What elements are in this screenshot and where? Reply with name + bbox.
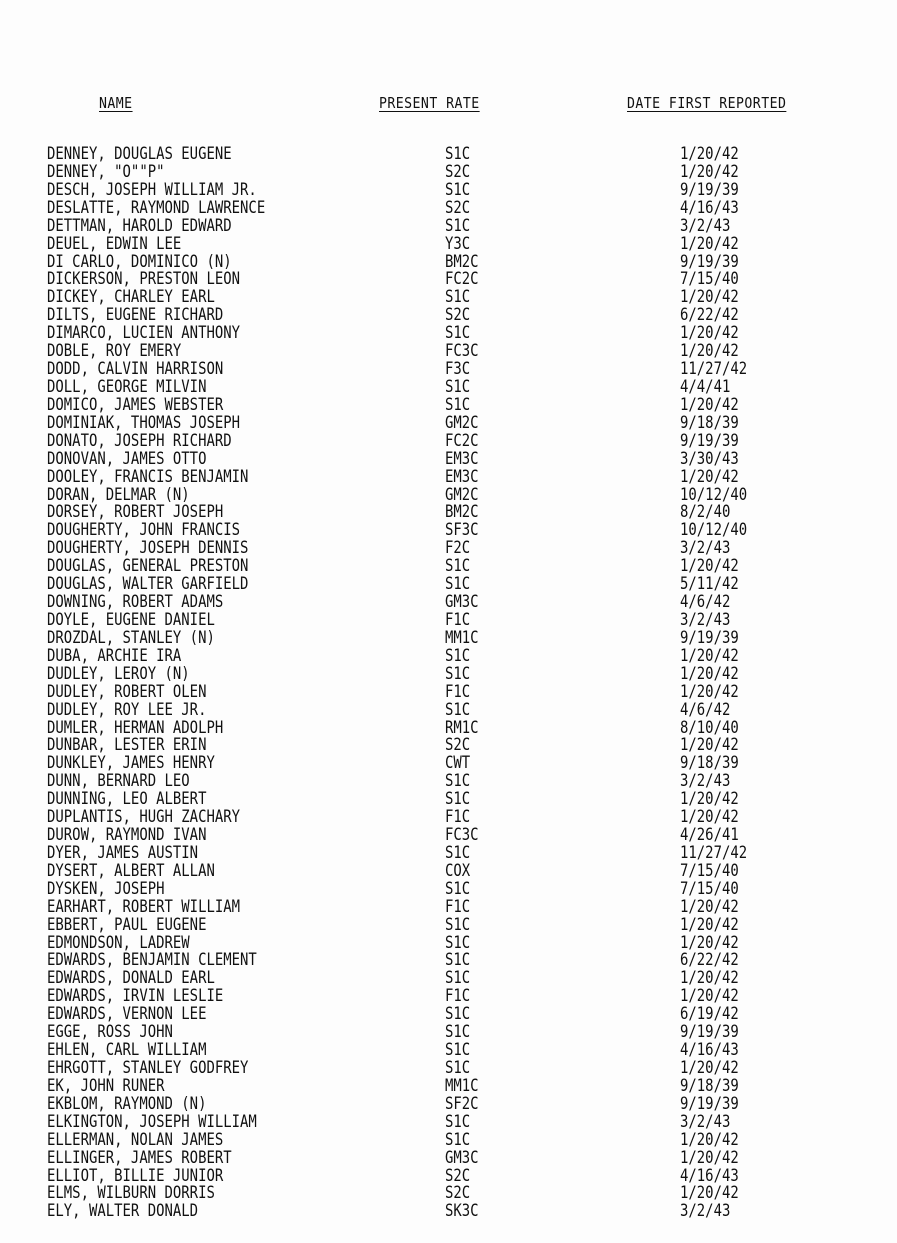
roster-date: 9/19/39 — [680, 251, 739, 272]
roster-rate: GM2C — [445, 412, 479, 433]
roster-rate: S1C — [445, 215, 471, 236]
roster-date: 1/20/42 — [680, 914, 739, 935]
roster-rate: FC2C — [445, 430, 479, 451]
roster-name: DONOVAN, JAMES OTTO — [47, 448, 207, 469]
roster-rate: BM2C — [445, 502, 479, 523]
roster-date: 1/20/42 — [680, 556, 739, 577]
roster-rate: CWT — [445, 753, 471, 774]
roster-date: 4/4/41 — [680, 376, 731, 397]
roster-name: DETTMAN, HAROLD EDWARD — [47, 215, 232, 236]
roster-rate: MM1C — [445, 627, 479, 648]
roster-name: DOUGLAS, GENERAL PRESTON — [47, 556, 249, 577]
roster-name: ELY, WALTER DONALD — [47, 1201, 199, 1222]
roster-rate: COX — [445, 860, 471, 881]
roster-date: 10/12/40 — [680, 484, 748, 505]
roster-name: DI CARLO, DOMINICO (N) — [47, 251, 232, 272]
roster-name: DOMICO, JAMES WEBSTER — [47, 394, 224, 415]
roster-date: 6/19/42 — [680, 1004, 739, 1025]
roster-rate: SF2C — [445, 1093, 479, 1114]
roster-date: 1/20/42 — [680, 735, 739, 756]
roster-name: DOLL, GEORGE MILVIN — [47, 376, 207, 397]
roster-name: DYSKEN, JOSEPH — [47, 878, 165, 899]
roster-name: EDWARDS, IRVIN LESLIE — [47, 986, 224, 1007]
roster-name: DUMLER, HERMAN ADOLPH — [47, 717, 224, 738]
roster-date: 1/20/42 — [680, 233, 739, 254]
roster-rate: FC2C — [445, 269, 479, 290]
roster-name: DOMINIAK, THOMAS JOSEPH — [47, 412, 241, 433]
roster-rate: BM2C — [445, 251, 479, 272]
roster-rate: S1C — [445, 574, 471, 595]
roster-date: 1/20/42 — [680, 466, 739, 487]
roster-date: 1/20/42 — [680, 161, 739, 182]
roster-name: EDWARDS, DONALD EARL — [47, 968, 215, 989]
roster-rate: GM2C — [445, 484, 479, 505]
roster-rate: S1C — [445, 1058, 471, 1079]
roster-name: DICKERSON, PRESTON LEON — [47, 269, 241, 290]
roster-rate: S1C — [445, 1111, 471, 1132]
roster-rate: S1C — [445, 771, 471, 792]
roster-date: 1/20/42 — [680, 1183, 739, 1204]
roster-rate: F1C — [445, 807, 471, 828]
roster-name: DUBA, ARCHIE IRA — [47, 645, 182, 666]
roster-date: 1/20/42 — [680, 789, 739, 810]
roster-rate: S1C — [445, 394, 471, 415]
roster-date: 6/22/42 — [680, 305, 739, 326]
roster-date: 3/2/43 — [680, 538, 731, 559]
roster-name: EGGE, ROSS JOHN — [47, 1022, 173, 1043]
roster-rate: S1C — [445, 842, 471, 863]
roster-name: DYER, JAMES AUSTIN — [47, 842, 199, 863]
roster-rate: S1C — [445, 789, 471, 810]
roster-name: DOWNING, ROBERT ADAMS — [47, 592, 224, 613]
roster-rate: S1C — [445, 1040, 471, 1061]
roster-date: 4/16/43 — [680, 1165, 739, 1186]
roster-rate: S1C — [445, 323, 471, 344]
roster-rate: F3C — [445, 359, 471, 380]
roster-date: 1/20/42 — [680, 968, 739, 989]
roster-name: DOUGHERTY, JOHN FRANCIS — [47, 520, 241, 541]
roster-name: EARHART, ROBERT WILLIAM — [47, 896, 241, 917]
roster-rate: RM1C — [445, 717, 479, 738]
roster-rate: S1C — [445, 144, 471, 164]
roster-name: DONATO, JOSEPH RICHARD — [47, 430, 232, 451]
roster-date: 9/18/39 — [680, 1075, 739, 1096]
roster-date: 4/16/43 — [680, 1040, 739, 1061]
roster-name: DUDLEY, LEROY (N) — [47, 663, 190, 684]
roster-rate: S1C — [445, 556, 471, 577]
roster-date: 4/6/42 — [680, 592, 731, 613]
roster-rate: EM3C — [445, 466, 479, 487]
roster-name: EBBERT, PAUL EUGENE — [47, 914, 207, 935]
roster-date: 10/12/40 — [680, 520, 748, 541]
roster-rate: F1C — [445, 896, 471, 917]
roster-list — [0, 146, 897, 1226]
roster-date: 3/2/43 — [680, 1111, 731, 1132]
roster-date: 1/20/42 — [680, 323, 739, 344]
roster-name: DILTS, EUGENE RICHARD — [47, 305, 224, 326]
roster-date: 1/20/42 — [680, 932, 739, 953]
roster-name: DUROW, RAYMOND IVAN — [47, 825, 207, 846]
roster-name: DORAN, DELMAR (N) — [47, 484, 190, 505]
roster-date: 5/11/42 — [680, 574, 739, 595]
roster-name: DIMARCO, LUCIEN ANTHONY — [47, 323, 241, 344]
roster-rate: S1C — [445, 914, 471, 935]
name-column-header: NAME — [99, 94, 133, 112]
roster-date: 7/15/40 — [680, 269, 739, 290]
roster-date: 8/10/40 — [680, 717, 739, 738]
date-column-header: DATE FIRST REPORTED — [627, 94, 787, 112]
roster-rate: S1C — [445, 1022, 471, 1043]
roster-date: 7/15/40 — [680, 878, 739, 899]
roster-name: EK, JOHN RUNER — [47, 1075, 165, 1096]
roster-date: 1/20/42 — [680, 394, 739, 415]
roster-row — [0, 1203, 897, 1221]
roster-name: DUNNING, LEO ALBERT — [47, 789, 207, 810]
roster-rate: S2C — [445, 735, 471, 756]
roster-rate: S1C — [445, 287, 471, 308]
roster-name: EDWARDS, BENJAMIN CLEMENT — [47, 950, 257, 971]
roster-date: 1/20/42 — [680, 144, 739, 164]
roster-name: DOOLEY, FRANCIS BENJAMIN — [47, 466, 249, 487]
roster-name: DOUGLAS, WALTER GARFIELD — [47, 574, 249, 595]
roster-date: 1/20/42 — [680, 645, 739, 666]
roster-rate: S1C — [445, 663, 471, 684]
roster-rate: SK3C — [445, 1201, 479, 1222]
roster-date: 4/16/43 — [680, 197, 739, 218]
roster-rate: S2C — [445, 1165, 471, 1186]
roster-rate: S1C — [445, 1004, 471, 1025]
roster-rate: SF3C — [445, 520, 479, 541]
roster-rate: S2C — [445, 161, 471, 182]
roster-name: DUDLEY, ROBERT OLEN — [47, 681, 207, 702]
roster-name: DROZDAL, STANLEY (N) — [47, 627, 215, 648]
roster-date: 9/19/39 — [680, 430, 739, 451]
roster-name: DEUEL, EDWIN LEE — [47, 233, 182, 254]
roster-rate: S2C — [445, 197, 471, 218]
roster-date: 11/27/42 — [680, 359, 748, 380]
roster-name: ELLERMAN, NOLAN JAMES — [47, 1129, 224, 1150]
roster-date: 11/27/42 — [680, 842, 748, 863]
roster-name: DOUGHERTY, JOSEPH DENNIS — [47, 538, 249, 559]
roster-rate: S2C — [445, 305, 471, 326]
roster-rate: S1C — [445, 179, 471, 200]
roster-rate: F1C — [445, 681, 471, 702]
roster-name: DICKEY, CHARLEY EARL — [47, 287, 215, 308]
roster-date: 9/19/39 — [680, 1093, 739, 1114]
roster-rate: S1C — [445, 950, 471, 971]
roster-date: 1/20/42 — [680, 1058, 739, 1079]
roster-date: 8/2/40 — [680, 502, 731, 523]
roster-rate: F1C — [445, 986, 471, 1007]
roster-rate: S1C — [445, 645, 471, 666]
roster-rate: S1C — [445, 932, 471, 953]
roster-rate: S1C — [445, 1129, 471, 1150]
roster-date: 1/20/42 — [680, 681, 739, 702]
roster-date: 4/6/42 — [680, 699, 731, 720]
roster-name: EHRGOTT, STANLEY GODFREY — [47, 1058, 249, 1079]
roster-rate: S1C — [445, 699, 471, 720]
roster-date: 1/20/42 — [680, 986, 739, 1007]
roster-rate: EM3C — [445, 448, 479, 469]
roster-name: DOBLE, ROY EMERY — [47, 341, 182, 362]
roster-date: 3/2/43 — [680, 771, 731, 792]
roster-rate: GM3C — [445, 592, 479, 613]
roster-rate: S1C — [445, 878, 471, 899]
roster-date: 9/19/39 — [680, 179, 739, 200]
roster-rate: S2C — [445, 1183, 471, 1204]
roster-date: 9/18/39 — [680, 412, 739, 433]
roster-name: DENNEY, "O""P" — [47, 161, 165, 182]
roster-rate: GM3C — [445, 1147, 479, 1168]
roster-name: DUDLEY, ROY LEE JR. — [47, 699, 207, 720]
roster-date: 1/20/42 — [680, 287, 739, 308]
roster-name: DUNN, BERNARD LEO — [47, 771, 190, 792]
roster-rate: MM1C — [445, 1075, 479, 1096]
roster-date: 3/2/43 — [680, 215, 731, 236]
roster-rate: FC3C — [445, 341, 479, 362]
roster-name: DORSEY, ROBERT JOSEPH — [47, 502, 224, 523]
roster-date: 3/30/43 — [680, 448, 739, 469]
roster-name: DUNBAR, LESTER ERIN — [47, 735, 207, 756]
roster-name: EDWARDS, VERNON LEE — [47, 1004, 207, 1025]
roster-rate: S1C — [445, 968, 471, 989]
roster-date: 1/20/42 — [680, 807, 739, 828]
roster-name: DESLATTE, RAYMOND LAWRENCE — [47, 197, 266, 218]
roster-name: DOYLE, EUGENE DANIEL — [47, 609, 215, 630]
roster-date: 4/26/41 — [680, 825, 739, 846]
roster-date: 1/20/42 — [680, 663, 739, 684]
roster-name: EKBLOM, RAYMOND (N) — [47, 1093, 207, 1114]
roster-name: DYSERT, ALBERT ALLAN — [47, 860, 215, 881]
roster-date: 7/15/40 — [680, 860, 739, 881]
roster-date: 6/22/42 — [680, 950, 739, 971]
roster-date: 1/20/42 — [680, 341, 739, 362]
roster-name: ELKINGTON, JOSEPH WILLIAM — [47, 1111, 257, 1132]
rate-column-header: PRESENT RATE — [379, 94, 480, 112]
roster-name: ELLINGER, JAMES ROBERT — [47, 1147, 232, 1168]
roster-date: 1/20/42 — [680, 1129, 739, 1150]
roster-name: DUNKLEY, JAMES HENRY — [47, 753, 215, 774]
roster-name: ELMS, WILBURN DORRIS — [47, 1183, 215, 1204]
roster-date: 9/18/39 — [680, 753, 739, 774]
roster-name: DUPLANTIS, HUGH ZACHARY — [47, 807, 241, 828]
roster-rate: F2C — [445, 538, 471, 559]
roster-name: EHLEN, CARL WILLIAM — [47, 1040, 207, 1061]
column-header-row — [0, 94, 897, 116]
roster-date: 1/20/42 — [680, 1147, 739, 1168]
roster-date: 1/20/42 — [680, 896, 739, 917]
roster-date: 9/19/39 — [680, 1022, 739, 1043]
roster-name: DENNEY, DOUGLAS EUGENE — [47, 144, 232, 164]
roster-date: 9/19/39 — [680, 627, 739, 648]
roster-name: ELLIOT, BILLIE JUNIOR — [47, 1165, 224, 1186]
roster-rate: F1C — [445, 609, 471, 630]
roster-name: EDMONDSON, LADREW — [47, 932, 190, 953]
roster-name: DESCH, JOSEPH WILLIAM JR. — [47, 179, 257, 200]
roster-name: DODD, CALVIN HARRISON — [47, 359, 224, 380]
roster-date: 3/2/43 — [680, 609, 731, 630]
roster-date: 3/2/43 — [680, 1201, 731, 1222]
roster-rate: Y3C — [445, 233, 471, 254]
roster-rate: S1C — [445, 376, 471, 397]
roster-rate: FC3C — [445, 825, 479, 846]
